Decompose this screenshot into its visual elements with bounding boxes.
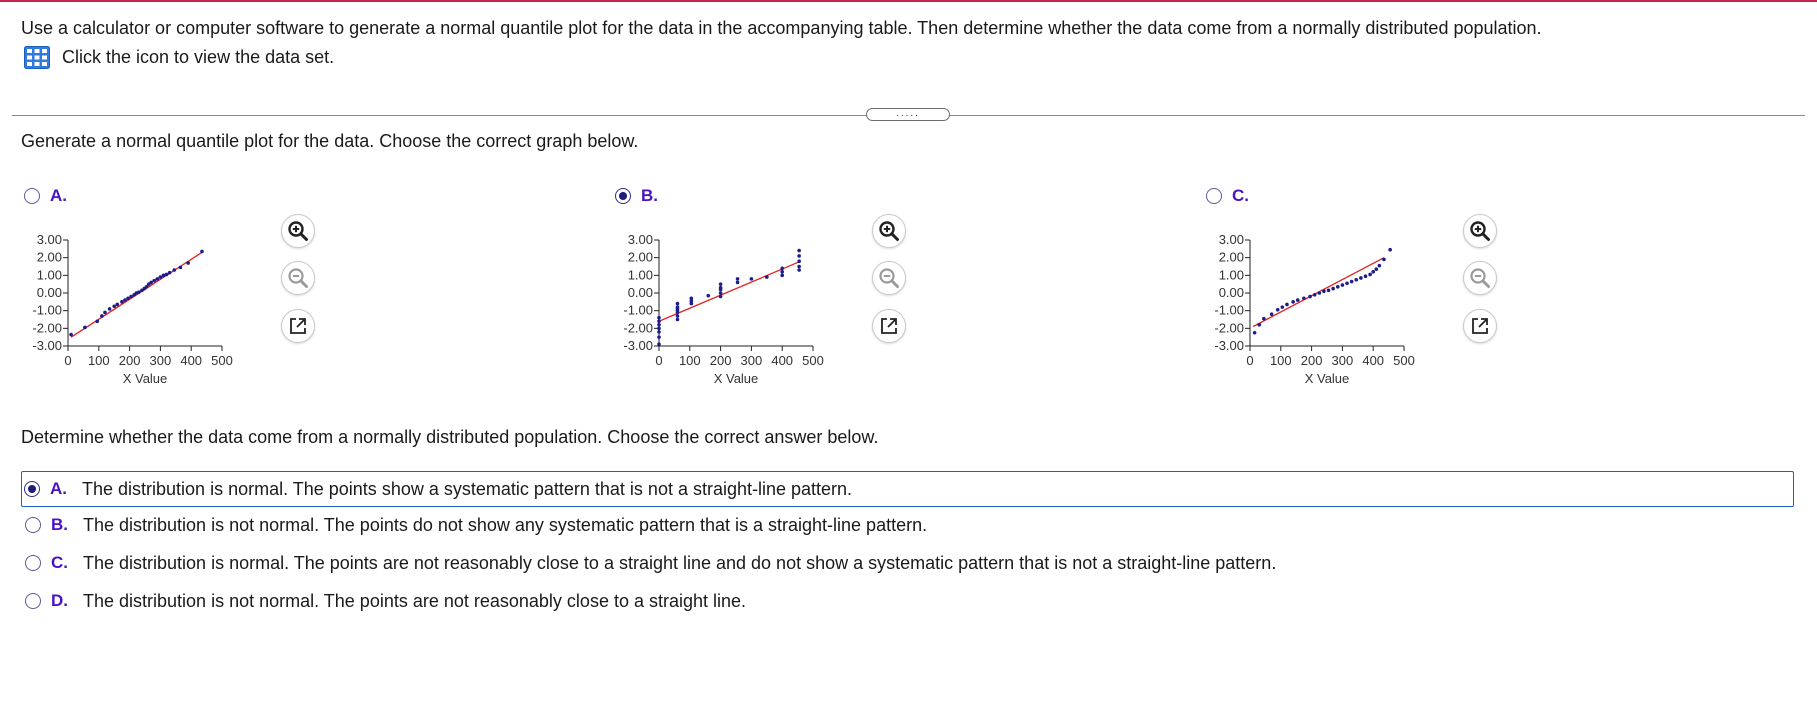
x-tick-label: 500 [211, 353, 233, 368]
zoom-out-button-b[interactable] [872, 261, 906, 295]
y-tick-label: 2.00 [1218, 249, 1244, 265]
y-tick-label: 1.00 [1218, 267, 1244, 283]
zoom-out-icon [878, 267, 900, 289]
data-point [100, 314, 104, 318]
data-point [1276, 308, 1280, 312]
data-point [123, 298, 127, 302]
data-point [1291, 300, 1295, 304]
data-point [1318, 291, 1322, 295]
data-point [1281, 305, 1285, 309]
zoom-in-button-b[interactable] [872, 214, 906, 248]
x-tick-label: 300 [740, 353, 763, 368]
data-point [120, 300, 124, 304]
data-point [1371, 270, 1375, 274]
answer-option-a-radio[interactable] [24, 481, 40, 497]
data-point [156, 277, 160, 281]
x-tick-label: 100 [87, 353, 110, 368]
data-point [657, 323, 661, 327]
data-point [780, 266, 784, 270]
data-set-link-text[interactable]: Click the icon to view the data set. [62, 46, 335, 67]
data-point [1364, 274, 1368, 278]
answer-option-b[interactable] [21, 507, 1794, 543]
divider-drag-handle[interactable]: ..... [866, 108, 950, 121]
data-point [719, 295, 723, 299]
part1-prompt: Generate a normal quantile plot for the data. Choose the correct graph below. [21, 131, 639, 151]
answer-option-c-letter: C. [51, 553, 68, 572]
x-tick-label: 200 [1300, 353, 1323, 368]
data-point [1262, 317, 1266, 321]
x-tick-label: 200 [709, 353, 732, 368]
data-point [1374, 267, 1378, 271]
zoom-in-button-a[interactable] [281, 214, 315, 248]
data-point [765, 275, 769, 279]
data-point [750, 277, 754, 281]
data-point [797, 268, 801, 272]
x-tick-label: 400 [1362, 353, 1385, 368]
data-point [797, 254, 801, 258]
data-point [1331, 287, 1335, 291]
zoom-in-icon [878, 220, 900, 242]
x-axis-label: X Value [713, 371, 759, 386]
data-point [676, 311, 680, 315]
open-new-window-icon [288, 316, 308, 336]
data-point [719, 291, 723, 295]
y-tick-label: 3.00 [1218, 232, 1244, 247]
data-point [1327, 289, 1331, 293]
fit-line [659, 261, 801, 321]
data-point [706, 294, 710, 298]
answer-option-d[interactable] [21, 583, 1794, 619]
quantile-plot-c [1210, 228, 1460, 396]
data-point [103, 311, 107, 315]
data-set-link-row [24, 45, 334, 69]
data-point [1350, 280, 1354, 284]
popout-button-b[interactable] [872, 309, 906, 343]
data-point [159, 275, 163, 279]
quantile-plot-b-svg [619, 228, 869, 396]
x-tick-label: 100 [1269, 353, 1292, 368]
zoom-out-button-c[interactable] [1463, 261, 1497, 295]
data-point [179, 266, 183, 270]
data-point [719, 286, 723, 290]
data-point [797, 259, 801, 263]
top-accent-bar [0, 0, 1817, 2]
data-point [200, 250, 204, 254]
zoom-out-button-a[interactable] [281, 261, 315, 295]
data-point [152, 279, 156, 283]
data-point [736, 277, 740, 281]
graph-option-a-letter: A. [50, 186, 67, 205]
answer-option-d-radio[interactable] [25, 593, 41, 609]
data-point [1345, 281, 1349, 285]
zoom-in-icon [1469, 220, 1491, 242]
data-point [676, 318, 680, 322]
data-point [676, 314, 680, 318]
quantile-plot-c-svg [1210, 228, 1460, 396]
graph-option-a-radio[interactable] [24, 188, 40, 204]
data-point [1336, 285, 1340, 289]
data-point [1253, 331, 1257, 335]
y-tick-label: -2.00 [1214, 320, 1244, 336]
data-point [1257, 323, 1261, 327]
data-point [172, 268, 176, 272]
zoom-in-icon [287, 220, 309, 242]
data-point [149, 281, 153, 285]
y-tick-label: -2.00 [32, 320, 62, 336]
graph-option-b-radio[interactable] [615, 188, 631, 204]
data-point [1302, 297, 1306, 301]
data-point [126, 297, 130, 301]
data-point [1359, 276, 1363, 280]
data-point [657, 335, 661, 339]
answer-option-a-letter: A. [50, 479, 67, 498]
data-point [186, 261, 190, 265]
table-grid-icon[interactable] [24, 46, 50, 69]
part2-prompt: Determine whether the data come from a normally distributed population. Choose the correct answer below. [21, 427, 879, 447]
data-point [1354, 278, 1358, 282]
graph-option-a[interactable] [24, 185, 67, 207]
data-point [1296, 298, 1300, 302]
graph-option-b[interactable] [615, 185, 658, 207]
data-point [1313, 293, 1317, 297]
data-point [780, 274, 784, 278]
data-point [657, 319, 661, 323]
popout-button-a[interactable] [281, 309, 315, 343]
answer-option-c-text: The distribution is normal. The points are not reasonably close to a straight line and do not show a systematic pattern that is not a straight-line pattern. [83, 552, 1277, 573]
y-tick-label: -3.00 [32, 338, 62, 353]
y-tick-label: 2.00 [627, 249, 653, 265]
data-point [736, 281, 740, 285]
data-point [83, 326, 87, 330]
answer-option-a[interactable] [21, 471, 1794, 507]
quantile-plot-a [28, 228, 278, 396]
x-tick-label: 400 [771, 353, 794, 368]
y-tick-label: 3.00 [627, 232, 653, 247]
y-tick-label: -3.00 [623, 338, 653, 353]
data-point [657, 330, 661, 334]
x-axis-label: X Value [122, 371, 168, 386]
answer-option-d-letter: D. [51, 591, 68, 610]
quantile-plot-b [619, 228, 869, 396]
answer-option-b-letter: B. [51, 515, 68, 534]
data-point [797, 249, 801, 253]
x-tick-label: 100 [678, 353, 701, 368]
data-point [112, 304, 116, 308]
data-point [1368, 273, 1372, 277]
data-point [1285, 303, 1289, 307]
y-tick-label: 1.00 [36, 267, 62, 283]
data-point [69, 333, 73, 337]
x-tick-label: 400 [180, 353, 203, 368]
data-point [1322, 289, 1326, 293]
data-point [115, 303, 119, 307]
data-point [168, 271, 172, 275]
y-tick-label: -2.00 [623, 320, 653, 336]
data-point [1382, 258, 1386, 262]
data-point [657, 342, 661, 346]
y-tick-label: -3.00 [1214, 338, 1244, 353]
y-tick-label: 0.00 [1218, 285, 1244, 300]
data-point [1270, 312, 1274, 316]
y-tick-label: 1.00 [627, 267, 653, 283]
question-text: Use a calculator or computer software to generate a normal quantile plot for the data in the accompanying table. Then determine whether the data come from a normally distributed population. [21, 18, 1542, 38]
data-point [676, 302, 680, 306]
graph-option-c[interactable] [1206, 185, 1249, 207]
data-point [95, 319, 99, 323]
answer-option-c-radio[interactable] [25, 555, 41, 571]
quantile-plot-a-svg [28, 228, 278, 396]
x-tick-label: 300 [1331, 353, 1354, 368]
data-point [165, 273, 169, 277]
x-tick-label: 200 [118, 353, 141, 368]
answer-option-b-radio[interactable] [25, 517, 41, 533]
data-point [1341, 283, 1345, 287]
data-point [1388, 248, 1392, 252]
answer-option-d-text: The distribution is not normal. The points are not reasonably close to a straight line. [83, 590, 747, 611]
x-tick-label: 300 [149, 353, 172, 368]
x-tick-label: 500 [1393, 353, 1415, 368]
x-tick-label: 0 [1246, 353, 1254, 368]
data-point [690, 302, 694, 306]
data-point [797, 265, 801, 269]
data-point [162, 274, 166, 278]
zoom-out-icon [1469, 267, 1491, 289]
answer-option-b-text: The distribution is not normal. The points do not show any systematic pattern that is a straight-line pattern. [83, 514, 928, 535]
graph-option-b-letter: B. [641, 186, 658, 205]
open-new-window-icon [879, 316, 899, 336]
answer-option-c[interactable] [21, 545, 1794, 581]
graph-option-c-radio[interactable] [1206, 188, 1222, 204]
data-point [129, 295, 133, 299]
x-tick-label: 0 [655, 353, 663, 368]
data-point [657, 327, 661, 331]
data-point [780, 270, 784, 274]
y-tick-label: -1.00 [623, 302, 653, 318]
y-tick-label: 2.00 [36, 249, 62, 265]
data-point [657, 316, 661, 320]
y-tick-label: 0.00 [627, 285, 653, 300]
y-tick-label: -1.00 [32, 302, 62, 318]
data-point [1378, 264, 1382, 268]
open-new-window-icon [1470, 316, 1490, 336]
y-tick-label: 0.00 [36, 285, 62, 300]
x-tick-label: 0 [64, 353, 72, 368]
data-point [1308, 295, 1312, 299]
popout-button-c[interactable] [1463, 309, 1497, 343]
graph-option-c-letter: C. [1232, 186, 1249, 205]
data-point [108, 307, 112, 311]
answer-option-a-text: The distribution is normal. The points show a systematic pattern that is not a straight-line pattern. [82, 478, 853, 499]
zoom-out-icon [287, 267, 309, 289]
data-point [719, 282, 723, 286]
y-tick-label: -1.00 [1214, 302, 1244, 318]
zoom-in-button-c[interactable] [1463, 214, 1497, 248]
y-tick-label: 3.00 [36, 232, 62, 247]
x-axis-label: X Value [1304, 371, 1350, 386]
x-tick-label: 500 [802, 353, 824, 368]
data-point [137, 290, 141, 294]
